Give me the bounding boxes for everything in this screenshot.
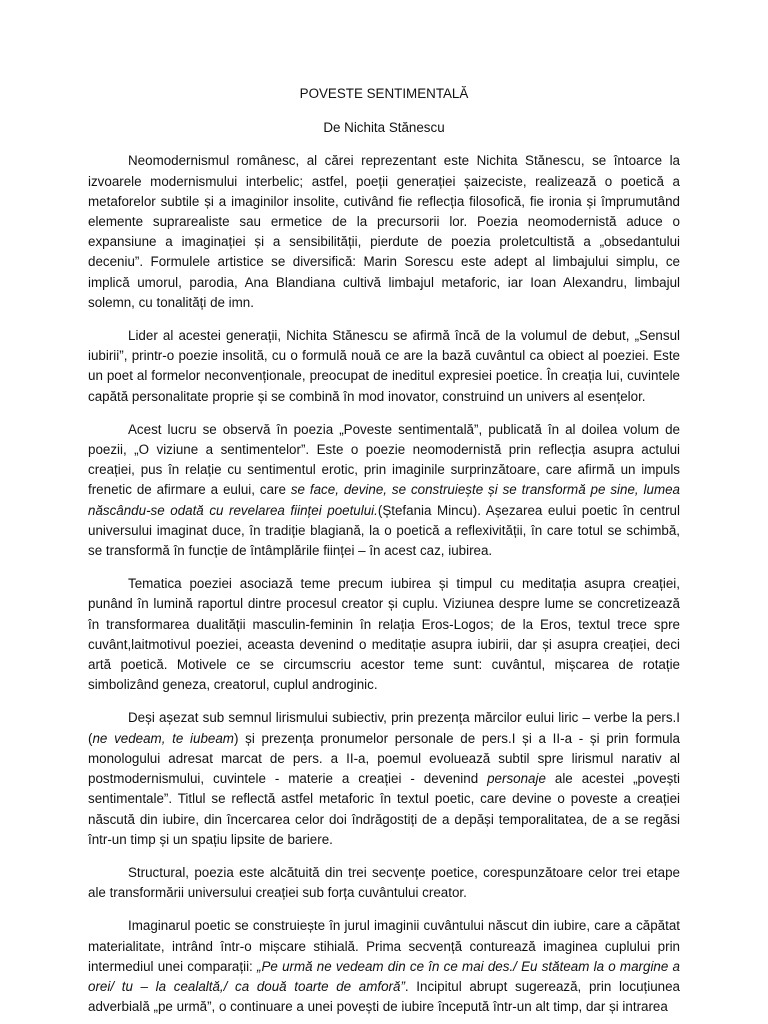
body-paragraph (88, 574, 680, 695)
italic-text-run: personaje (487, 771, 546, 787)
document-title: POVESTE SENTIMENTALĂ (299, 86, 469, 101)
text-run: (Ștefania Mincu). Așezarea eului poetic în centrul universului imaginat duce, în tradiție blagiană, la o poetică a reflexivității, în care totul se schimbă, se transformă în funcție de întâmplările ființei – în acest caz, iubirea. (88, 502, 680, 559)
body-paragraph (88, 420, 680, 561)
text-run: Imaginarul poetic se construiește în jurul imaginii cuvântului născut din iubire, care a căpătat materialitate, intrând într-o mișcare stihială. Prima secvență conturează imaginea cuplului prin intermediul unei comparații: (88, 918, 680, 974)
italic-text-run: se face, devine, se construiește și se transformă pe sine, lumea născându-se odată cu revelarea ființei poetului. (88, 482, 681, 518)
text-run: Deși așezat sub semnul lirismului subiectiv, prin prezența mărcilor eului liric – verbe la pers.I ( (88, 710, 680, 746)
text-run: ) și prezența pronumelor personale de pers.I și a II-a - și prin formula monologului adresat marcat de pers. a II-a, poemul evoluează subtil spre lirismul narativ al postmodernismului, cuvintele - materie a creației - devenind (88, 730, 680, 787)
body-paragraph (88, 326, 680, 407)
text-run: Tematica poeziei asociază teme precum iubirea și timpul cu meditația asupra creației, punând în lumină raportul dintre procesul creator și cuplu. Viziunea despre lume se concretizează în transformarea dualității masculin-feminin în relația Eros-Logos; de la Eros, textul trece spre cuvânt,laitmotivul poeziei, aceasta devenind o meditație asupra iubirii, dar și asupra creației, deci artă poetică. Motivele ce se circumscriu acestor teme sunt: cuvântul, mișcarea de rotație simbolizând geneza, creatorul, cuplul androginic. (88, 576, 680, 693)
text-run: Neomodernismul românesc, al cărei reprezentant este Nichita Stănescu, se întoarce la izvoarele modernismului interbelic; astfel, poeții generației șaizeciste, realizează o poetică a metaforelor subtile și a imaginilor insolite, cutivând fie reflecția filosofică, fie ironia și împrumutând elemente suprarealiste sau ermetice de la precursorii lor. Poezia neomodernistă aduce o expansiune a imaginației și a sensibilității, pierdute de poezia proletcultistă a „obsedantului deceniu”. Formulele artistice se diversifică: Marin Sorescu este adept al limbajului simplu, ce implică umorul, parodia, Ana Blandiana cultivă limbajul metaforic, iar Ioan Alexandru, limbajul solemn, cu tonalități de imn. (88, 153, 680, 310)
text-run: Structural, poezia este alcătuită din trei secvențe poetice, corespunzătoare celor trei etape ale transformării universului creației sub forța cuvântului creator. (88, 864, 680, 901)
body-paragraph (88, 863, 680, 903)
document-body (88, 151, 680, 1017)
document-author: De Nichita Stănescu (323, 120, 445, 136)
body-paragraph (88, 151, 680, 313)
text-run: . Incipitul abrupt sugerează, prin locuțiunea adverbială „pe urmă”, o continuare a unei povești de iubire începută într-un alt timp, dar și intrarea (88, 978, 680, 1015)
body-paragraph (88, 916, 680, 1017)
text-run: Acest lucru se observă în poezia „Poveste sentimentală”, publicată în al doilea volum de poezii, „O viziune a sentimentelor”. Este o poezie neomodernistă prin reflecția asupra actului creației, pus în relație cu sentimentul erotic, prin imaginile surprinzătoare, care afirmă un impuls frenetic de afirmare a eului, care (88, 421, 680, 498)
italic-text-run: ne vedeam, te iubeam (92, 730, 234, 746)
body-paragraph (88, 708, 680, 849)
text-run: ale acestei „povești sentimentale”. Titlul se reflectă astfel metaforic în textul poetic, care devine o poveste a creației născută din iubire, din încercarea celor doi îndrăgostiți de a depăși temporalitatea, de a se regăsi într-un timp și un spațiu lipsite de bariere. (88, 771, 680, 847)
italic-text-run: „Pe urmă ne vedeam din ce în ce mai des./ Eu stăteam la o margine a orei/ tu – la cealaltă,/ ca două toarte de amforă” (88, 958, 680, 994)
text-run: Lider al acestei generații, Nichita Stănescu se afirmă încă de la volumul de debut, „Sensul iubirii”, printr-o poezie insolită, cu o formulă nouă ce are la bază cuvântul ca obiect al poeziei. Este un poet al formelor neconvenționale, preocupat de ineditul expresiei poetice. În creația lui, cuvintele capătă personalitate proprie și se combină în mod inovator, construind un univers al esențelor. (88, 328, 680, 404)
